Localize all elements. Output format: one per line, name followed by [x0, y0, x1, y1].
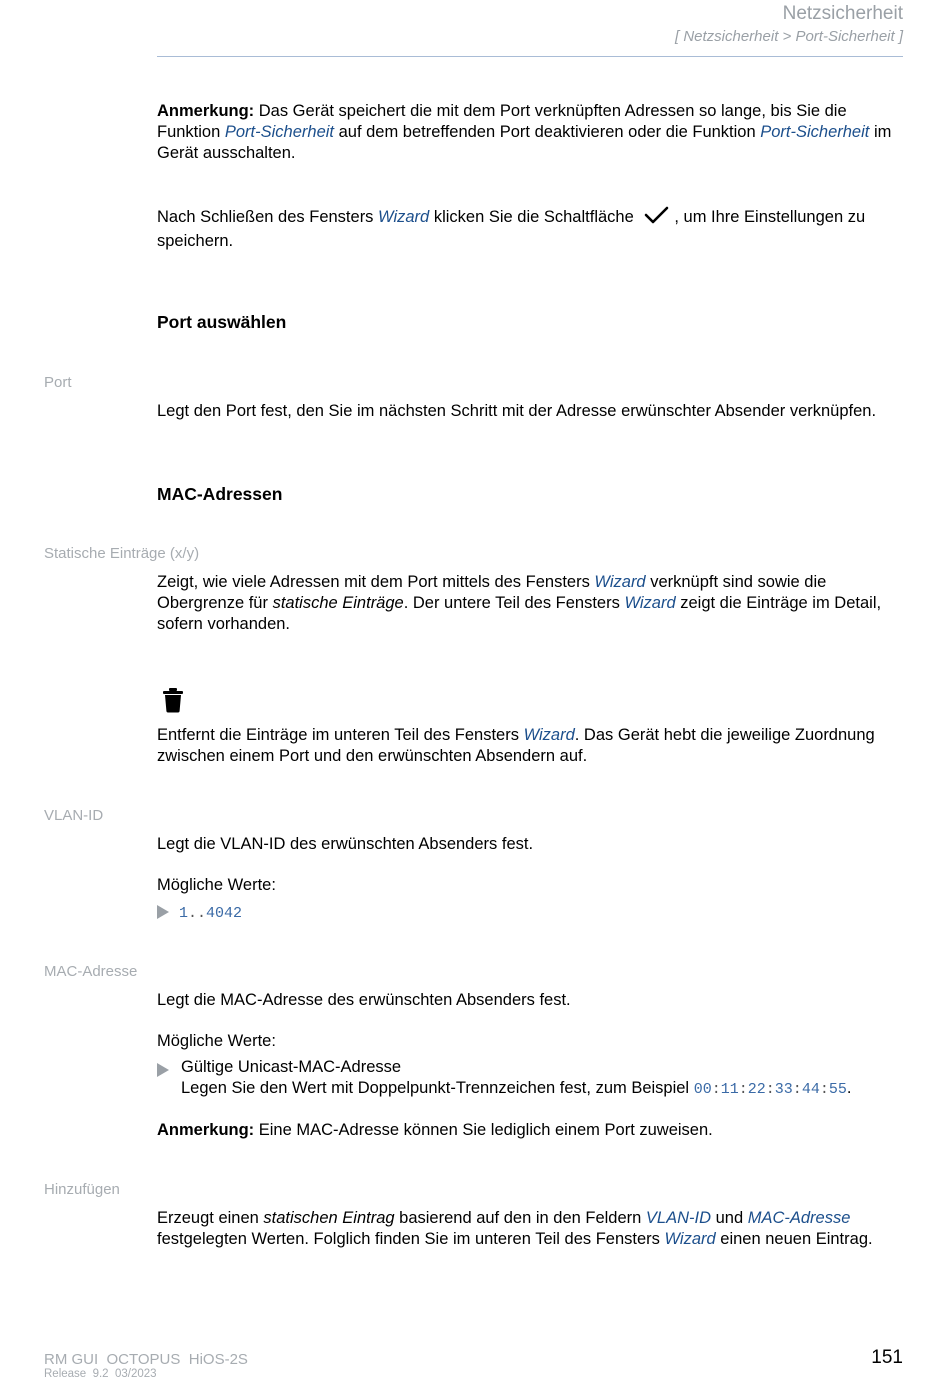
section-heading-port: Port auswählen: [157, 312, 287, 332]
page-header-title: Netzsicherheit: [782, 3, 903, 24]
range-end: 4042: [206, 905, 243, 922]
mac-bullet-title: Gültige Unicast-MAC-Adresse: [181, 1058, 402, 1076]
note-label: Anmerkung:: [157, 102, 255, 120]
vlan-range-value: [179, 905, 242, 922]
page-number: 151: [871, 1347, 903, 1368]
mac-separator: :: [765, 1081, 775, 1098]
checkmark-icon[interactable]: [642, 205, 672, 225]
mac-octet: 44: [801, 1081, 820, 1098]
mac-separator: :: [819, 1081, 829, 1098]
desc-text: einen neuen Eintrag.: [715, 1230, 873, 1248]
add-description: [157, 1208, 905, 1250]
link-mac-address[interactable]: MAC-Adresse: [747, 1209, 851, 1227]
note-text: Das Gerät speichert die mit dem Port verknüpften Adressen so lange, bis Sie die Funktion: [157, 102, 847, 141]
vlan-range-item: [157, 902, 905, 924]
mac-possible-values-label: Mögliche Werte:: [157, 1032, 276, 1050]
save-text: , um Ihre Einstellungen zu speichern.: [157, 208, 866, 250]
mac-octet: 00: [693, 1081, 712, 1098]
bullet-end: .: [846, 1079, 852, 1097]
bullet-triangle-icon: [157, 905, 169, 919]
mac-octet: 55: [828, 1081, 847, 1098]
desc-text: . Der untere Teil des Fensters: [403, 594, 625, 612]
mac-separator: :: [711, 1081, 721, 1098]
link-wizard[interactable]: Wizard: [523, 726, 575, 744]
range-separator: ..: [188, 905, 207, 922]
link-wizard[interactable]: Wizard: [624, 594, 676, 612]
section-heading-mac: MAC-Adressen: [157, 484, 283, 504]
desc-text: Zeigt, wie viele Adressen mit dem Port mittels des Fensters: [157, 573, 595, 591]
save-instruction: [157, 205, 905, 253]
delete-description: [157, 725, 905, 767]
link-vlan-id[interactable]: VLAN-ID: [645, 1209, 712, 1227]
mac-separator: :: [792, 1081, 802, 1098]
link-wizard[interactable]: Wizard: [594, 573, 646, 591]
mac-octet: 33: [774, 1081, 793, 1098]
port-description: Legt den Port fest, den Sie im nächsten Schritt mit der Adresse erwünschter Absender verknüpfen.: [157, 402, 877, 420]
desc-text: verknüpft sind sowie die Obergrenze für: [157, 573, 827, 612]
note-label: Anmerkung:: [157, 1121, 255, 1139]
field-label-mac-address: MAC-Adresse: [44, 963, 138, 980]
note-port-security: [157, 101, 905, 164]
mac-octet: 11: [720, 1081, 739, 1098]
note-text: auf dem betreffenden Port deaktivieren oder die Funktion: [334, 123, 761, 141]
emphasis-static-entry: statischen Eintrag: [263, 1209, 395, 1227]
link-port-security[interactable]: Port-Sicherheit: [760, 123, 870, 141]
vlan-description: Legt die VLAN-ID des erwünschten Absenders fest.: [157, 835, 534, 853]
breadcrumb: [ Netzsicherheit > Port-Sicherheit ]: [674, 28, 903, 45]
bullet-text: Legen Sie den Wert mit Doppelpunkt-Trennzeichen fest, zum Beispiel: [181, 1079, 694, 1097]
emphasis-static-entries: statische Einträge: [272, 594, 404, 612]
field-label-port: Port: [44, 374, 72, 391]
static-entries-description: [157, 572, 905, 635]
note-text: im Gerät ausschalten.: [157, 123, 892, 162]
mac-description: Legt die MAC-Adresse des erwünschten Absenders fest.: [157, 991, 571, 1009]
save-text: Nach Schließen des Fensters: [157, 208, 379, 226]
note-text: Eine MAC-Adresse können Sie lediglich einem Port zuweisen.: [254, 1121, 713, 1139]
vlan-possible-values-label: Mögliche Werte:: [157, 876, 276, 894]
desc-text: und: [711, 1209, 748, 1227]
footer-document-title: RM GUI OCTOPUS HiOS-2S: [44, 1351, 248, 1368]
desc-text: festgelegten Werten. Folglich finden Sie im unteren Teil des Fensters: [157, 1230, 665, 1248]
link-port-security[interactable]: Port-Sicherheit: [224, 123, 335, 141]
note-mac-address: [157, 1120, 905, 1141]
footer-release: Release 9.2 03/2023: [44, 1368, 157, 1380]
link-wizard[interactable]: Wizard: [378, 208, 430, 226]
mac-example-value: [694, 1081, 847, 1098]
desc-text: Erzeugt einen: [157, 1209, 264, 1227]
field-label-static-entries: Statische Einträge (x/y): [44, 545, 200, 562]
field-label-vlan-id: VLAN-ID: [44, 807, 104, 824]
link-wizard[interactable]: Wizard: [664, 1230, 716, 1248]
save-text: klicken Sie die Schaltfläche: [429, 208, 639, 226]
bullet-triangle-icon: [157, 1063, 169, 1077]
trash-icon[interactable]: [162, 687, 184, 713]
mac-octet: 22: [747, 1081, 766, 1098]
header-divider: [157, 56, 903, 57]
mac-bullet-text: [181, 1078, 851, 1100]
desc-text: basierend auf den in den Feldern: [394, 1209, 646, 1227]
desc-text: . Das Gerät hebt die jeweilige Zuordnung zwischen einem Port und den erwünschten Absendern auf.: [157, 726, 875, 765]
desc-text: zeigt die Einträge im Detail, sofern vorhanden.: [157, 594, 882, 633]
mac-separator: :: [738, 1081, 748, 1098]
desc-text: Entfernt die Einträge im unteren Teil des Fensters: [157, 726, 524, 744]
range-start: 1: [179, 905, 189, 922]
mac-value-item: [157, 1057, 905, 1100]
field-label-add: Hinzufügen: [44, 1181, 120, 1198]
